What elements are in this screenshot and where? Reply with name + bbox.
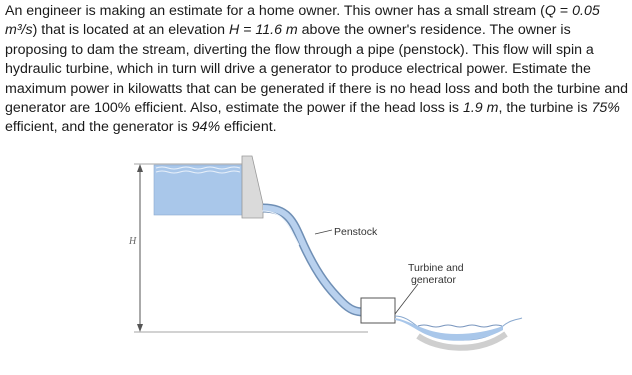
height-label: H [129,236,137,247]
problem-statement [5,2,629,138]
turbine-label-line1: Turbine and [408,262,464,274]
flow-rate-value: 0.05 m³/s [5,3,600,39]
text-segment: above the owner's residence. The owner is proposing to dam the stream, diverting the flow through a pipe (penstock). This flow will spin a hydraulic turbine, which in turn will drive a generator to produce electrical power. Estimate the maximum power in kilowatts that can be generated if there is no head loss and both the turbine and generator are 100% efficient. Also, estimate the power if the head loss is [5,22,629,117]
penstock-pipe-water [263,208,364,312]
text-segment: = [555,3,573,19]
dam-wall [242,156,263,218]
turbine-efficiency-value: 75% [591,100,620,117]
arrow-down-icon [137,324,143,332]
text-segment: , the turbine is [498,100,592,117]
text-segment: An engineer is making an estimate for a home owner. This owner has a small stream ( [5,3,545,19]
turbine-generator-box [361,298,395,323]
elevation-value: H = 11.6 m [228,22,298,39]
stream-ripple [418,325,502,327]
text-segment: ) that is located at an elevation [32,22,229,39]
generator-efficiency-value: 94% [191,119,221,136]
turbine-label-line2: generator [411,274,456,286]
text-segment: efficient. [220,119,277,136]
penstock-label: Penstock [334,226,378,238]
penstock-leader-line [315,230,332,234]
diagram-drawing [118,150,628,370]
head-loss-value: 1.9 m [462,100,499,117]
arrow-up-icon [137,164,143,172]
dam-penstock-diagram [118,150,628,370]
turbine-leader-line [395,284,418,314]
text-segment: efficient, and the generator is [5,119,192,136]
q-symbol: Q [544,3,556,19]
